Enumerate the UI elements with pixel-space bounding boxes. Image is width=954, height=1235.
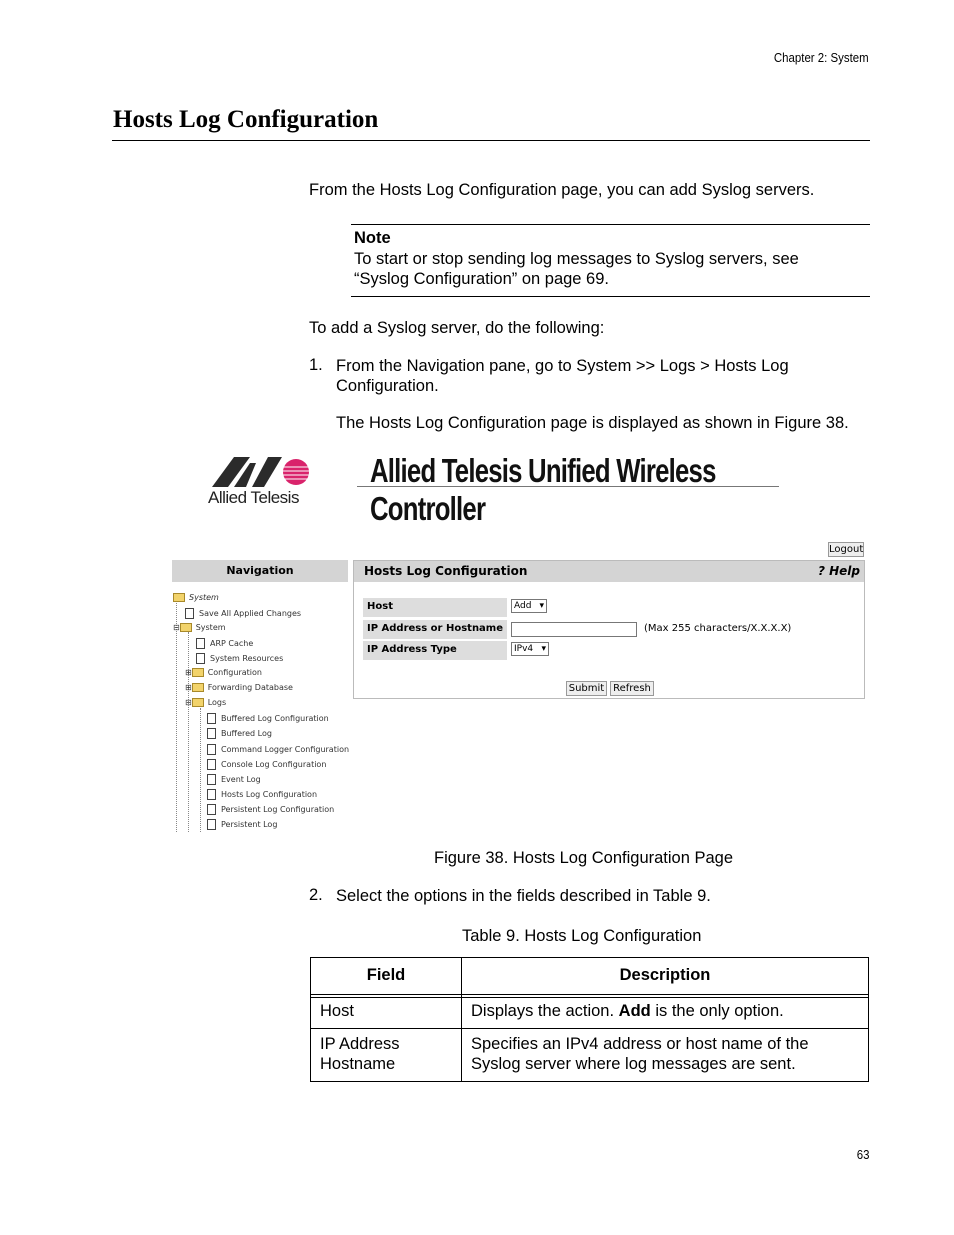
- document-icon: [207, 789, 216, 800]
- tree-item-label: Persistent Log: [221, 820, 278, 829]
- table-cell-description: [471, 1034, 809, 1074]
- page-number: 63: [856, 1147, 869, 1162]
- tree-item-buffered-log[interactable]: [207, 728, 272, 739]
- tree-item-console-log-config[interactable]: [207, 759, 326, 770]
- row-rule: [311, 1028, 868, 1029]
- document-icon: [207, 744, 216, 755]
- chapter-header: Chapter 2: System: [774, 50, 869, 65]
- table-header-field: Field: [366, 966, 406, 984]
- table-header-description: Description: [619, 966, 711, 984]
- tree-item-forwarding-database[interactable]: [185, 683, 293, 692]
- banner-title: Allied Telesis Unified Wireless Controller: [370, 452, 716, 527]
- header-rule: [311, 994, 868, 995]
- tree-item-configuration[interactable]: [185, 668, 262, 677]
- chevron-down-icon: ▾: [541, 644, 546, 654]
- tree-item-label: Event Log: [221, 775, 261, 784]
- tree-item-system-root[interactable]: [173, 593, 219, 602]
- chevron-down-icon: ▾: [539, 601, 544, 611]
- tree-item-label: Buffered Log: [221, 729, 272, 738]
- table-cell-description: [471, 1001, 784, 1021]
- tree-item-label: Configuration: [207, 668, 262, 677]
- tree-item-label: Buffered Log Configuration: [221, 714, 329, 723]
- tree-item-label: Persistent Log Configuration: [221, 805, 335, 814]
- folder-open-icon: [192, 698, 204, 707]
- tree-guide-line: [200, 708, 201, 832]
- ip-address-type-select[interactable]: [511, 642, 549, 656]
- hosts-log-table: [310, 957, 869, 1082]
- tree-item-hosts-log-config[interactable]: [207, 789, 317, 800]
- tree-item-command-logger-config[interactable]: [207, 744, 349, 755]
- step-1-line-1: From the Navigation pane, go to System >> Logs > Hosts Log: [336, 357, 789, 375]
- ip-address-type-value: IPv4: [514, 644, 534, 654]
- steps-intro: To add a Syslog server, do the following:: [309, 319, 605, 337]
- tree-item-system-resources[interactable]: [196, 653, 283, 664]
- note-body: [354, 249, 864, 289]
- tree-item-label: Command Logger Configuration: [221, 745, 350, 754]
- document-icon: [196, 653, 205, 664]
- panel-header: [354, 561, 864, 582]
- field-line: Hostname: [320, 1055, 396, 1073]
- ip-address-input[interactable]: [511, 622, 637, 637]
- tree-item-label: Console Log Configuration: [221, 760, 327, 769]
- document-icon: [207, 804, 216, 815]
- folder-icon: [192, 668, 204, 677]
- desc-line: Specifies an IPv4 address or host name of the: [471, 1035, 809, 1053]
- collapse-icon[interactable]: ⊟: [173, 623, 180, 632]
- desc-line: Syslog server where log messages are sent.: [471, 1055, 796, 1073]
- intro-text: From the Hosts Log Configuration page, you can add Syslog servers.: [309, 181, 815, 199]
- tree-item-system[interactable]: [173, 623, 226, 632]
- tree-item-label: System Resources: [210, 654, 284, 663]
- note-line-2: “Syslog Configuration” on page 69.: [354, 270, 609, 288]
- submit-button[interactable]: Submit: [566, 681, 607, 696]
- host-label: Host: [363, 598, 507, 617]
- document-icon: [196, 638, 205, 649]
- tree-item-label: System: [195, 623, 226, 632]
- navigation-panel: [172, 560, 348, 832]
- refresh-button[interactable]: Refresh: [610, 681, 654, 696]
- table-cell-field: [320, 1034, 400, 1074]
- tree-item-label-selected: Hosts Log Configuration: [221, 790, 318, 799]
- note-heading: Note: [354, 229, 391, 247]
- logo-wordmark: Allied Telesis: [208, 488, 299, 507]
- tree-guide-line: [188, 632, 189, 832]
- tree-item-logs[interactable]: [185, 698, 226, 707]
- tree-item-persistent-log-config[interactable]: [207, 804, 334, 815]
- document-icon: [207, 774, 216, 785]
- table-cell-field: Host: [320, 1002, 354, 1020]
- expand-icon[interactable]: ⊞: [185, 683, 192, 692]
- panel-title: Hosts Log Configuration: [364, 564, 528, 578]
- step-1-text: [336, 356, 789, 396]
- tree-item-label: Save All Applied Changes: [199, 609, 302, 618]
- step-1-line-2: Configuration.: [336, 377, 439, 395]
- document-icon: [207, 759, 216, 770]
- step-2-text: Select the options in the fields described in Table 9.: [336, 887, 711, 905]
- note-box: [351, 224, 870, 297]
- hosts-log-config-panel: [353, 560, 865, 699]
- logout-button[interactable]: Logout: [829, 544, 864, 555]
- title-rule: [112, 140, 870, 141]
- banner-rule: [357, 486, 779, 487]
- tree-item-label: ARP Cache: [210, 639, 254, 648]
- tree-guide-line: [176, 600, 177, 832]
- tree-item-label: Forwarding Database: [207, 683, 293, 692]
- folder-icon: [192, 683, 204, 692]
- header-rule: [311, 997, 868, 998]
- step-1-number: 1.: [309, 356, 323, 374]
- host-select[interactable]: [511, 599, 547, 613]
- step-2-number: 2.: [309, 886, 323, 904]
- desc-text: is the only option.: [650, 1002, 784, 1020]
- section-title: Hosts Log Configuration: [113, 106, 379, 133]
- note-line-1: To start or stop sending log messages to Syslog servers, see: [354, 250, 799, 268]
- ip-address-type-label: IP Address Type: [363, 641, 507, 660]
- tree-item-save-all[interactable]: [185, 608, 301, 619]
- folder-open-icon: [180, 623, 192, 632]
- help-link[interactable]: ? Help: [817, 564, 860, 578]
- folder-open-icon: [173, 593, 185, 602]
- tree-item-arp-cache[interactable]: [196, 638, 253, 649]
- host-select-value: Add: [514, 601, 532, 611]
- expand-icon[interactable]: ⊞: [185, 668, 192, 677]
- step-1-result: The Hosts Log Configuration page is displayed as shown in Figure 38.: [336, 414, 849, 432]
- tree-item-persistent-log[interactable]: [207, 819, 277, 830]
- table-caption: Table 9. Hosts Log Configuration: [462, 927, 702, 945]
- desc-text: Displays the action.: [471, 1002, 619, 1020]
- document-icon: [207, 819, 216, 830]
- tree-item-event-log[interactable]: [207, 774, 261, 785]
- document-icon: [207, 728, 216, 739]
- tree-item-buffered-log-config[interactable]: [207, 713, 329, 724]
- ip-address-label: IP Address or Hostname: [363, 620, 507, 639]
- document-icon: [185, 608, 194, 619]
- desc-bold-text: Add: [618, 1002, 651, 1020]
- document-icon: [207, 713, 216, 724]
- ip-address-hint: (Max 255 characters/X.X.X.X): [644, 623, 792, 634]
- logo-mark-icon: [206, 455, 310, 489]
- collapse-icon[interactable]: ⊟: [185, 698, 192, 707]
- field-line: IP Address: [320, 1035, 400, 1053]
- tree-item-label: System: [189, 593, 219, 602]
- figure-caption: Figure 38. Hosts Log Configuration Page: [434, 849, 734, 867]
- navigation-heading: Navigation: [172, 560, 348, 582]
- tree-item-label: Logs: [207, 698, 227, 707]
